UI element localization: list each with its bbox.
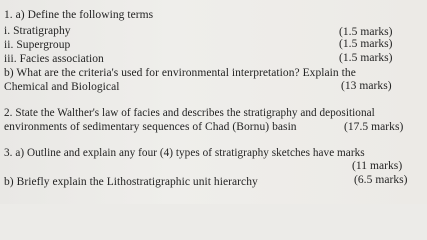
q3b-line: b) Briefly explain the Lithostratigraphic unit hierarchy bbox=[4, 176, 258, 188]
q1-item-facies-association: iii. Facies association bbox=[4, 53, 104, 65]
q1-item-supergroup: ii. Supergroup bbox=[4, 39, 71, 51]
q1a-heading: 1. a) Define the following terms bbox=[4, 9, 154, 21]
q1-item-stratigraphy-marks: (1.5 marks) bbox=[339, 26, 393, 38]
q3a-marks: (11 marks) bbox=[352, 160, 403, 172]
q2-line1: 2. State the Walther's law of facies and describes the stratigraphy and depositional bbox=[4, 107, 375, 119]
q3a-line1: 3. a) Outline and explain any four (4) types of stratigraphy sketches have marks bbox=[4, 147, 365, 159]
q1b-line2: Chemical and Biological bbox=[4, 81, 120, 93]
q2-line2: environments of sedimentary sequences of Chad (Bornu) basin bbox=[4, 121, 297, 133]
q1-item-stratigraphy: i. Stratigraphy bbox=[4, 25, 71, 37]
q3b-marks: (6.5 marks) bbox=[354, 174, 408, 186]
q1b-line1: b) What are the criteria's used for environmental interpretation? Explain the bbox=[4, 67, 356, 79]
q1-item-facies-association-marks: (1.5 marks) bbox=[339, 52, 393, 64]
q2-marks: (17.5 marks) bbox=[344, 121, 404, 133]
q1b-marks: (13 marks) bbox=[341, 80, 392, 92]
q1-item-supergroup-marks: (1.5 marks) bbox=[339, 38, 393, 50]
